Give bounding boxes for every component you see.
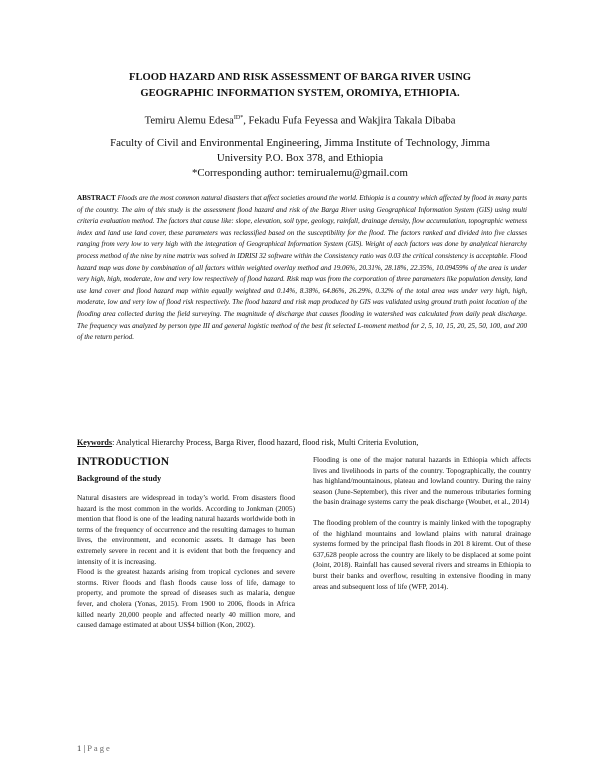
section-heading: INTRODUCTION [77,456,170,468]
keywords-text: : Analytical Hierarchy Process, Barga River, flood hazard, flood risk, Multi Criteria Evolution, [112,438,419,447]
paragraph: Flooding is one of the major natural hazards in Ethiopia which affects lives and livelihoods in parts of the country. Topographically, the country has highland/mountainous, plateau and lowland country. During the rainy season (June-September), this river and the numerous tributaries forming the basin drainage systems carry the peak discharge (Woubet, et al., 2014) [313,455,531,507]
paragraph: Flood is the greatest hazards arising from tropical cyclones and severe storms. River floods and flash floods cause loss of life, damage to property, and promote the spread of diseases such as malaria, dengue fever, and cholera (Yonas, 2015). From 1900 to 2006, floods in Africa killed nearly 20,000 people and affected nearly 40 million more, and caused damage estimated at about US$4 billion (Kon, 2002). [77,567,295,630]
subsection-heading: Background of the study [77,474,162,483]
title-line: GEOGRAPHIC INFORMATION SYSTEM, OROMIYA, ETHIOPIA. [140,88,460,99]
orcid-mark: ID* [233,115,244,121]
abstract-text: Floods are the most common natural disasters that affect societies around the world. Ethiopia is a country which affected by flood in many parts of the country. The aim of this study is the assessment flood hazard and risk of the Barga River using Geographical Information System (GIS) using multi criteria evaluation method. The factors that cause like: slope, elevation, soil type, geology, rainfall, drainage density, flow accumulation, topographic wetness index and land use land cover, these parameters was reclassified based on the susceptibility for the flood. The factors ranked and divided into five classes ranging from very low to very high with the integration of Geographical Information System (GIS). Weight of each factors was done by analytical hierarchy process method of the nine by nine matrix was solved in IDRISI 32 software within the Consistency ratio was 0.03 the critical consistency is acceptable. Flood hazard map was done by combination of all factors within weighted overlay method and 19.06%, 20.31%, 28.18%, 22.35%, 10.09459% of the area is under very high, high, moderate, low and very low respectively of flood hazard. Risk map was from the corporation of three parameters like population density, land use land cover and flood hazard map within equally weighted and 0.14%, 8.38%, 64.86%, 26.29%, 0.32% of the total area was under very high, high, moderate, low and very low of flood risk respectively. The flood hazard and risk map produced by GIS was validated using ground truth point location of the flooding area collected during the field surveying. The magnitude of discharge that causes flooding in watershed was calculated from daily peak discharge. The frequency was analyzed by person type III and general logistic method of the best fit selected L-moment method for 2, 5, 10, 15, 20, 25, 50, 100, and 200 of the return period. [77,194,527,342]
page-word: Page [87,743,112,753]
abstract-label: ABSTRACT [77,194,116,202]
footer-separator: | [81,743,88,753]
affiliation [80,136,520,181]
page-footer [77,743,112,753]
keywords [77,437,527,448]
author-list [80,111,520,129]
affiliation-line: University P.O. Box 378, and Ethiopia [216,152,384,164]
keywords-label: Keywords [77,438,113,447]
title-line: FLOOD HAZARD AND RISK ASSESSMENT OF BARGA RIVER USING [128,72,471,83]
affiliation-line: Faculty of Civil and Environmental Engineering, Jimma Institute of Technology, Jimma [110,137,490,149]
corresponding-author: *Corresponding author: temirualemu@gmail.com [192,167,408,179]
paragraph: The flooding problem of the country is mainly linked with the topography of the highland mountains and lowland plains with natural drainage systems formed by the principal flash floods in 201 8 kiremt. Out of these 637,628 people across the country are likely to be displaced at some point (Joint, 2018). Rainfall has caused several rivers and streams in Ethiopia to burst their banks and overflow, resulting in extensive flooding in many areas and subsequent loss of life (WFP, 2014). [313,517,531,591]
co-authors: , Fekadu Fufa Feyessa and Wakjira Takala Dibaba [243,115,456,127]
right-column [313,455,531,592]
author-name: Temiru Alemu Edesa [144,115,234,127]
abstract [77,193,527,344]
page-number: 1 [77,743,82,753]
paper-title [70,70,530,102]
left-column [77,455,295,631]
paragraph: Natural disasters are widespread in today’s world. From disasters flood hazard is the most common in the worlds. According to Jonkman (2005) mention that flood is one of the leading natural hazards worldwide both in terms of the frequency of occurrence and the resulting damages to human lives, the environment, and economic assets. It damage has been extremely severe in recent and it is evident that both the frequency and intensity of it is increasing. [77,493,295,566]
